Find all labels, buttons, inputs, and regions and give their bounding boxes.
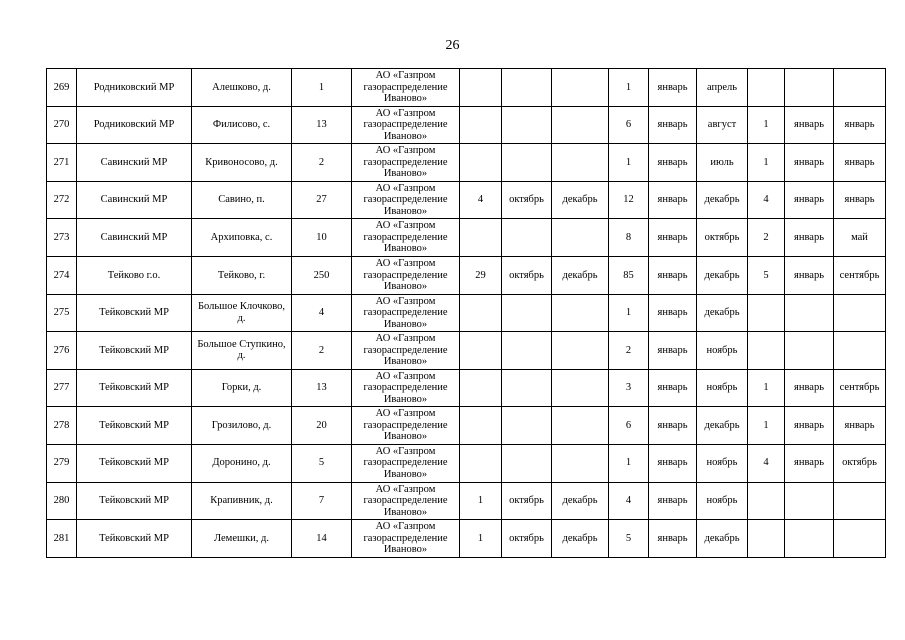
organization-cell: АО «Газпром газораспределение Иваново»	[352, 219, 460, 257]
stage3-end-cell	[834, 294, 886, 332]
stage1-end-cell	[552, 444, 609, 482]
stage2-end-cell: апрель	[697, 69, 748, 107]
settlement-cell: Большое Ступкино, д.	[192, 332, 292, 370]
stage3-quantity-cell: 1	[748, 106, 785, 144]
settlement-cell: Грозилово, д.	[192, 407, 292, 445]
district-cell: Родниковский МР	[77, 69, 192, 107]
settlement-cell: Крапивник, д.	[192, 482, 292, 520]
stage1-start-cell: октябрь	[502, 520, 552, 558]
stage1-start-cell	[502, 144, 552, 182]
stage1-end-cell: декабрь	[552, 482, 609, 520]
settlement-cell: Горки, д.	[192, 369, 292, 407]
stage1-end-cell	[552, 407, 609, 445]
table-row	[47, 144, 886, 182]
table-row	[47, 369, 886, 407]
settlement-cell: Алешково, д.	[192, 69, 292, 107]
row-number-cell: 277	[47, 369, 77, 407]
settlement-cell: Архиповка, с.	[192, 219, 292, 257]
stage3-start-cell: январь	[785, 256, 834, 294]
stage3-start-cell	[785, 520, 834, 558]
stage2-quantity-cell: 1	[609, 444, 649, 482]
stage2-end-cell: октябрь	[697, 219, 748, 257]
stage1-end-cell	[552, 69, 609, 107]
row-number-cell: 273	[47, 219, 77, 257]
stage3-start-cell: январь	[785, 369, 834, 407]
stage3-end-cell: сентябрь	[834, 256, 886, 294]
table-row	[47, 332, 886, 370]
stage1-quantity-cell: 29	[460, 256, 502, 294]
table-row	[47, 444, 886, 482]
count-cell: 2	[292, 332, 352, 370]
stage2-start-cell: январь	[649, 294, 697, 332]
organization-cell: АО «Газпром газораспределение Иваново»	[352, 369, 460, 407]
stage2-start-cell: январь	[649, 369, 697, 407]
stage2-quantity-cell: 4	[609, 482, 649, 520]
stage3-quantity-cell: 2	[748, 219, 785, 257]
district-cell: Савинский МР	[77, 219, 192, 257]
stage3-quantity-cell: 4	[748, 444, 785, 482]
count-cell: 1	[292, 69, 352, 107]
stage2-quantity-cell: 12	[609, 181, 649, 219]
stage3-start-cell: январь	[785, 407, 834, 445]
stage3-start-cell	[785, 69, 834, 107]
row-number-cell: 278	[47, 407, 77, 445]
stage3-end-cell	[834, 520, 886, 558]
district-cell: Савинский МР	[77, 181, 192, 219]
table-row	[47, 106, 886, 144]
stage2-start-cell: январь	[649, 106, 697, 144]
table-row	[47, 407, 886, 445]
row-number-cell: 270	[47, 106, 77, 144]
district-cell: Савинский МР	[77, 144, 192, 182]
stage2-end-cell: ноябрь	[697, 332, 748, 370]
stage2-start-cell: январь	[649, 181, 697, 219]
table-row	[47, 520, 886, 558]
settlement-cell: Лемешки, д.	[192, 520, 292, 558]
stage1-start-cell: октябрь	[502, 256, 552, 294]
stage2-quantity-cell: 1	[609, 294, 649, 332]
stage1-quantity-cell	[460, 369, 502, 407]
row-number-cell: 279	[47, 444, 77, 482]
stage1-end-cell	[552, 144, 609, 182]
stage1-quantity-cell	[460, 69, 502, 107]
organization-cell: АО «Газпром газораспределение Иваново»	[352, 482, 460, 520]
stage3-quantity-cell	[748, 482, 785, 520]
stage3-quantity-cell	[748, 294, 785, 332]
stage1-start-cell	[502, 69, 552, 107]
stage3-end-cell	[834, 69, 886, 107]
row-number-cell: 275	[47, 294, 77, 332]
count-cell: 14	[292, 520, 352, 558]
stage3-end-cell: январь	[834, 407, 886, 445]
stage2-start-cell: январь	[649, 520, 697, 558]
organization-cell: АО «Газпром газораспределение Иваново»	[352, 520, 460, 558]
stage1-quantity-cell: 1	[460, 482, 502, 520]
table-row	[47, 482, 886, 520]
stage3-quantity-cell	[748, 520, 785, 558]
table-body	[47, 69, 886, 558]
stage2-quantity-cell: 1	[609, 144, 649, 182]
stage2-start-cell: январь	[649, 219, 697, 257]
stage3-start-cell: январь	[785, 144, 834, 182]
stage1-quantity-cell	[460, 106, 502, 144]
count-cell: 20	[292, 407, 352, 445]
stage2-start-cell: январь	[649, 482, 697, 520]
stage3-end-cell	[834, 482, 886, 520]
stage3-start-cell: январь	[785, 181, 834, 219]
district-cell: Родниковский МР	[77, 106, 192, 144]
district-cell: Тейковский МР	[77, 332, 192, 370]
table-row	[47, 69, 886, 107]
stage3-start-cell: январь	[785, 106, 834, 144]
stage1-quantity-cell	[460, 144, 502, 182]
count-cell: 4	[292, 294, 352, 332]
stage2-end-cell: декабрь	[697, 181, 748, 219]
organization-cell: АО «Газпром газораспределение Иваново»	[352, 69, 460, 107]
settlement-cell: Филисово, с.	[192, 106, 292, 144]
stage2-quantity-cell: 85	[609, 256, 649, 294]
count-cell: 5	[292, 444, 352, 482]
stage3-end-cell: май	[834, 219, 886, 257]
stage1-end-cell	[552, 219, 609, 257]
stage1-end-cell	[552, 294, 609, 332]
district-cell: Тейковский МР	[77, 444, 192, 482]
stage1-end-cell: декабрь	[552, 520, 609, 558]
stage3-end-cell: январь	[834, 106, 886, 144]
settlement-cell: Большое Клочково, д.	[192, 294, 292, 332]
stage2-start-cell: январь	[649, 444, 697, 482]
organization-cell: АО «Газпром газораспределение Иваново»	[352, 294, 460, 332]
district-cell: Тейковский МР	[77, 369, 192, 407]
row-number-cell: 274	[47, 256, 77, 294]
stage2-end-cell: ноябрь	[697, 444, 748, 482]
stage1-quantity-cell	[460, 444, 502, 482]
stage1-start-cell	[502, 332, 552, 370]
stage1-quantity-cell	[460, 332, 502, 370]
row-number-cell: 280	[47, 482, 77, 520]
stage1-start-cell	[502, 407, 552, 445]
table-row	[47, 219, 886, 257]
stage2-quantity-cell: 1	[609, 69, 649, 107]
stage2-start-cell: январь	[649, 69, 697, 107]
count-cell: 2	[292, 144, 352, 182]
table-row	[47, 256, 886, 294]
organization-cell: АО «Газпром газораспределение Иваново»	[352, 407, 460, 445]
count-cell: 13	[292, 106, 352, 144]
stage2-end-cell: ноябрь	[697, 369, 748, 407]
stage3-quantity-cell: 5	[748, 256, 785, 294]
stage1-end-cell	[552, 369, 609, 407]
stage1-end-cell	[552, 106, 609, 144]
stage3-end-cell: сентябрь	[834, 369, 886, 407]
stage3-start-cell: январь	[785, 219, 834, 257]
stage2-start-cell: январь	[649, 256, 697, 294]
organization-cell: АО «Газпром газораспределение Иваново»	[352, 444, 460, 482]
stage2-start-cell: январь	[649, 407, 697, 445]
stage2-quantity-cell: 3	[609, 369, 649, 407]
page-number: 26	[445, 38, 460, 53]
row-number-cell: 269	[47, 69, 77, 107]
stage1-start-cell	[502, 294, 552, 332]
stage3-end-cell	[834, 332, 886, 370]
row-number-cell: 271	[47, 144, 77, 182]
stage2-quantity-cell: 6	[609, 407, 649, 445]
stage2-start-cell: январь	[649, 332, 697, 370]
district-cell: Тейково г.о.	[77, 256, 192, 294]
stage3-quantity-cell: 1	[748, 407, 785, 445]
stage2-end-cell: декабрь	[697, 256, 748, 294]
settlement-cell: Тейково, г.	[192, 256, 292, 294]
stage2-start-cell: январь	[649, 144, 697, 182]
stage2-end-cell: декабрь	[697, 407, 748, 445]
settlement-cell: Савино, п.	[192, 181, 292, 219]
settlement-cell: Кривоносово, д.	[192, 144, 292, 182]
stage1-quantity-cell: 1	[460, 520, 502, 558]
stage2-end-cell: август	[697, 106, 748, 144]
stage2-end-cell: декабрь	[697, 520, 748, 558]
stage1-start-cell	[502, 219, 552, 257]
row-number-cell: 276	[47, 332, 77, 370]
stage3-quantity-cell	[748, 332, 785, 370]
stage1-quantity-cell	[460, 219, 502, 257]
stage1-start-cell: октябрь	[502, 482, 552, 520]
district-cell: Тейковский МР	[77, 520, 192, 558]
stage1-quantity-cell	[460, 294, 502, 332]
count-cell: 13	[292, 369, 352, 407]
settlement-cell: Доронино, д.	[192, 444, 292, 482]
stage3-quantity-cell: 1	[748, 369, 785, 407]
stage1-quantity-cell: 4	[460, 181, 502, 219]
stage3-start-cell	[785, 332, 834, 370]
stage1-start-cell: октябрь	[502, 181, 552, 219]
organization-cell: АО «Газпром газораспределение Иваново»	[352, 332, 460, 370]
row-number-cell: 281	[47, 520, 77, 558]
stage2-quantity-cell: 8	[609, 219, 649, 257]
row-number-cell: 272	[47, 181, 77, 219]
organization-cell: АО «Газпром газораспределение Иваново»	[352, 181, 460, 219]
stage1-quantity-cell	[460, 407, 502, 445]
stage3-start-cell	[785, 482, 834, 520]
stage3-quantity-cell: 4	[748, 181, 785, 219]
stage3-end-cell: январь	[834, 144, 886, 182]
table-row	[47, 294, 886, 332]
count-cell: 10	[292, 219, 352, 257]
stage2-end-cell: декабрь	[697, 294, 748, 332]
district-cell: Тейковский МР	[77, 482, 192, 520]
stage2-quantity-cell: 2	[609, 332, 649, 370]
stage2-end-cell: ноябрь	[697, 482, 748, 520]
stage1-start-cell	[502, 369, 552, 407]
stage3-end-cell: октябрь	[834, 444, 886, 482]
stage1-start-cell	[502, 106, 552, 144]
count-cell: 27	[292, 181, 352, 219]
stage2-quantity-cell: 5	[609, 520, 649, 558]
organization-cell: АО «Газпром газораспределение Иваново»	[352, 106, 460, 144]
district-cell: Тейковский МР	[77, 294, 192, 332]
stage3-quantity-cell: 1	[748, 144, 785, 182]
stage1-end-cell: декабрь	[552, 181, 609, 219]
table-row	[47, 181, 886, 219]
stage1-end-cell: декабрь	[552, 256, 609, 294]
stage2-end-cell: июль	[697, 144, 748, 182]
stage1-end-cell	[552, 332, 609, 370]
count-cell: 7	[292, 482, 352, 520]
district-cell: Тейковский МР	[77, 407, 192, 445]
stage3-start-cell: январь	[785, 444, 834, 482]
stage3-start-cell	[785, 294, 834, 332]
stage3-quantity-cell	[748, 69, 785, 107]
schedule-table	[46, 68, 886, 558]
stage2-quantity-cell: 6	[609, 106, 649, 144]
stage1-start-cell	[502, 444, 552, 482]
stage3-end-cell: январь	[834, 181, 886, 219]
count-cell: 250	[292, 256, 352, 294]
organization-cell: АО «Газпром газораспределение Иваново»	[352, 144, 460, 182]
organization-cell: АО «Газпром газораспределение Иваново»	[352, 256, 460, 294]
